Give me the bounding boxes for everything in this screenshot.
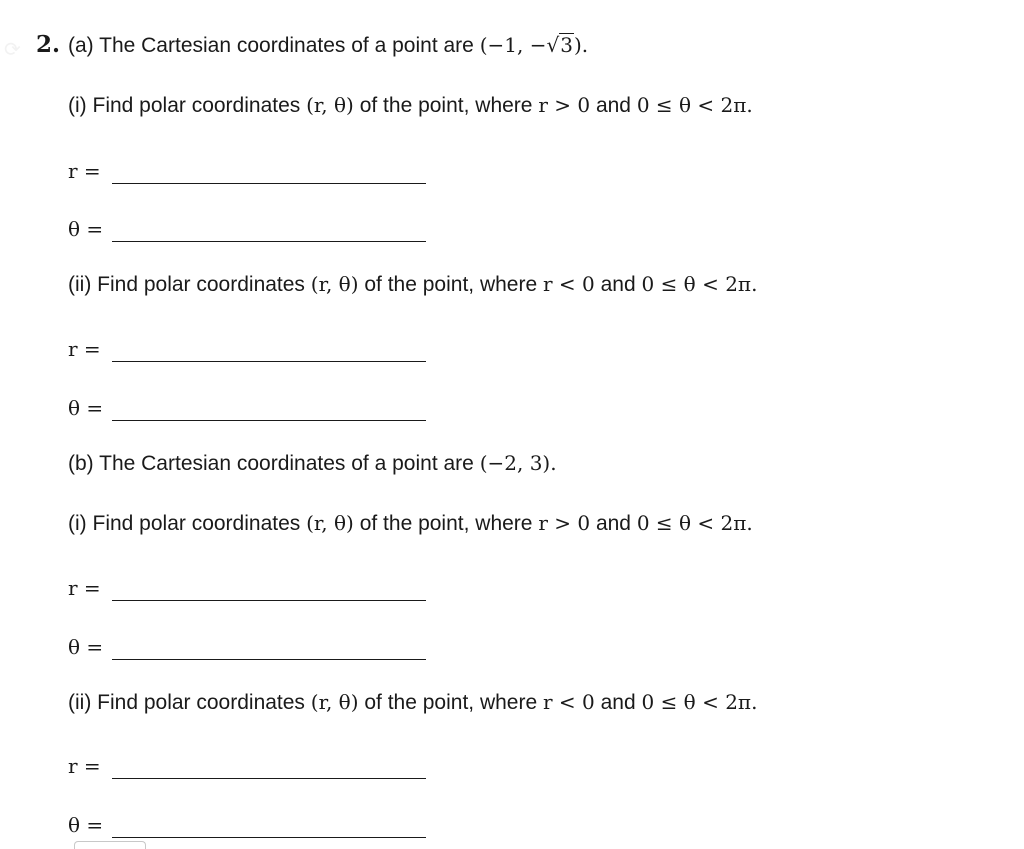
part-b-i-condition-theta: 0 ≤ θ < 2π. [636,511,753,535]
part-a-ii-coords: (r, θ) [310,272,359,296]
part-a-i-mid: of the point, where [359,94,533,117]
part-b-ii-condition-theta: 0 ≤ θ < 2π. [641,690,758,714]
part-b-point: (−2, 3). [479,451,557,475]
part-a-i-coords: (r, θ) [306,93,354,117]
part-b-ii-r-input[interactable] [112,755,426,779]
part-a-ii-theta-input[interactable] [112,397,426,421]
part-b-i-coords: (r, θ) [306,511,354,535]
part-b-ii-question [68,687,757,718]
part-b-ii-theta-input[interactable] [112,814,426,838]
part-a-heading [68,30,588,61]
part-a-i-theta-input[interactable] [112,218,426,242]
sqrt-symbol: √3 [546,33,573,57]
part-a-i-condition-r: r > 0 [538,93,591,117]
part-a-i-r-input[interactable] [112,160,426,184]
part-b-i-question [68,508,753,539]
part-b-ii-and: and [600,691,636,714]
problem-number: 2. [36,31,61,58]
part-b-i-condition-r: r > 0 [538,511,591,535]
part-a-ii-mid: of the point, where [364,273,538,296]
part-a-label: (a) The Cartesian coordinates of a point are [68,34,474,57]
part-a-point [480,33,588,57]
part-b-i-label: (i) Find polar coordinates [68,512,301,535]
part-b-ii-theta-label: θ = [68,813,104,837]
part-a-ii-condition-r: r < 0 [542,272,595,296]
part-a-i-condition-theta: 0 ≤ θ < 2π. [636,93,753,117]
submit-button-edge[interactable] [74,841,146,849]
part-a-point-close: ). [573,33,589,57]
part-a-ii-r-input[interactable] [112,338,426,362]
part-a-i-theta-label: θ = [68,217,104,241]
part-a-i-and: and [595,94,631,117]
watermark-icon: ⟳ [4,37,21,61]
part-a-i-question [68,90,753,121]
part-a-i-r-label: r = [68,159,101,183]
part-b-heading [68,448,557,479]
part-b-i-theta-label: θ = [68,635,104,659]
part-a-ii-question [68,269,757,300]
part-a-ii-theta-label: θ = [68,396,104,420]
part-b-ii-r-label: r = [68,754,101,778]
part-b-ii-coords: (r, θ) [310,690,359,714]
part-b-ii-label: (ii) Find polar coordinates [68,691,305,714]
part-b-i-r-input[interactable] [112,577,426,601]
part-b-i-r-label: r = [68,576,101,600]
part-a-ii-r-label: r = [68,337,101,361]
part-b-ii-condition-r: r < 0 [542,690,595,714]
part-a-ii-condition-theta: 0 ≤ θ < 2π. [641,272,758,296]
part-a-ii-and: and [600,273,636,296]
part-a-i-label: (i) Find polar coordinates [68,94,301,117]
part-b-ii-mid: of the point, where [364,691,538,714]
part-b-label: (b) The Cartesian coordinates of a point are [68,452,474,475]
part-a-sqrt-content: 3 [560,33,573,57]
part-b-i-and: and [595,512,631,535]
part-a-point-open: (−1, − [479,33,547,57]
part-b-i-mid: of the point, where [359,512,533,535]
part-a-ii-label: (ii) Find polar coordinates [68,273,305,296]
part-b-i-theta-input[interactable] [112,636,426,660]
